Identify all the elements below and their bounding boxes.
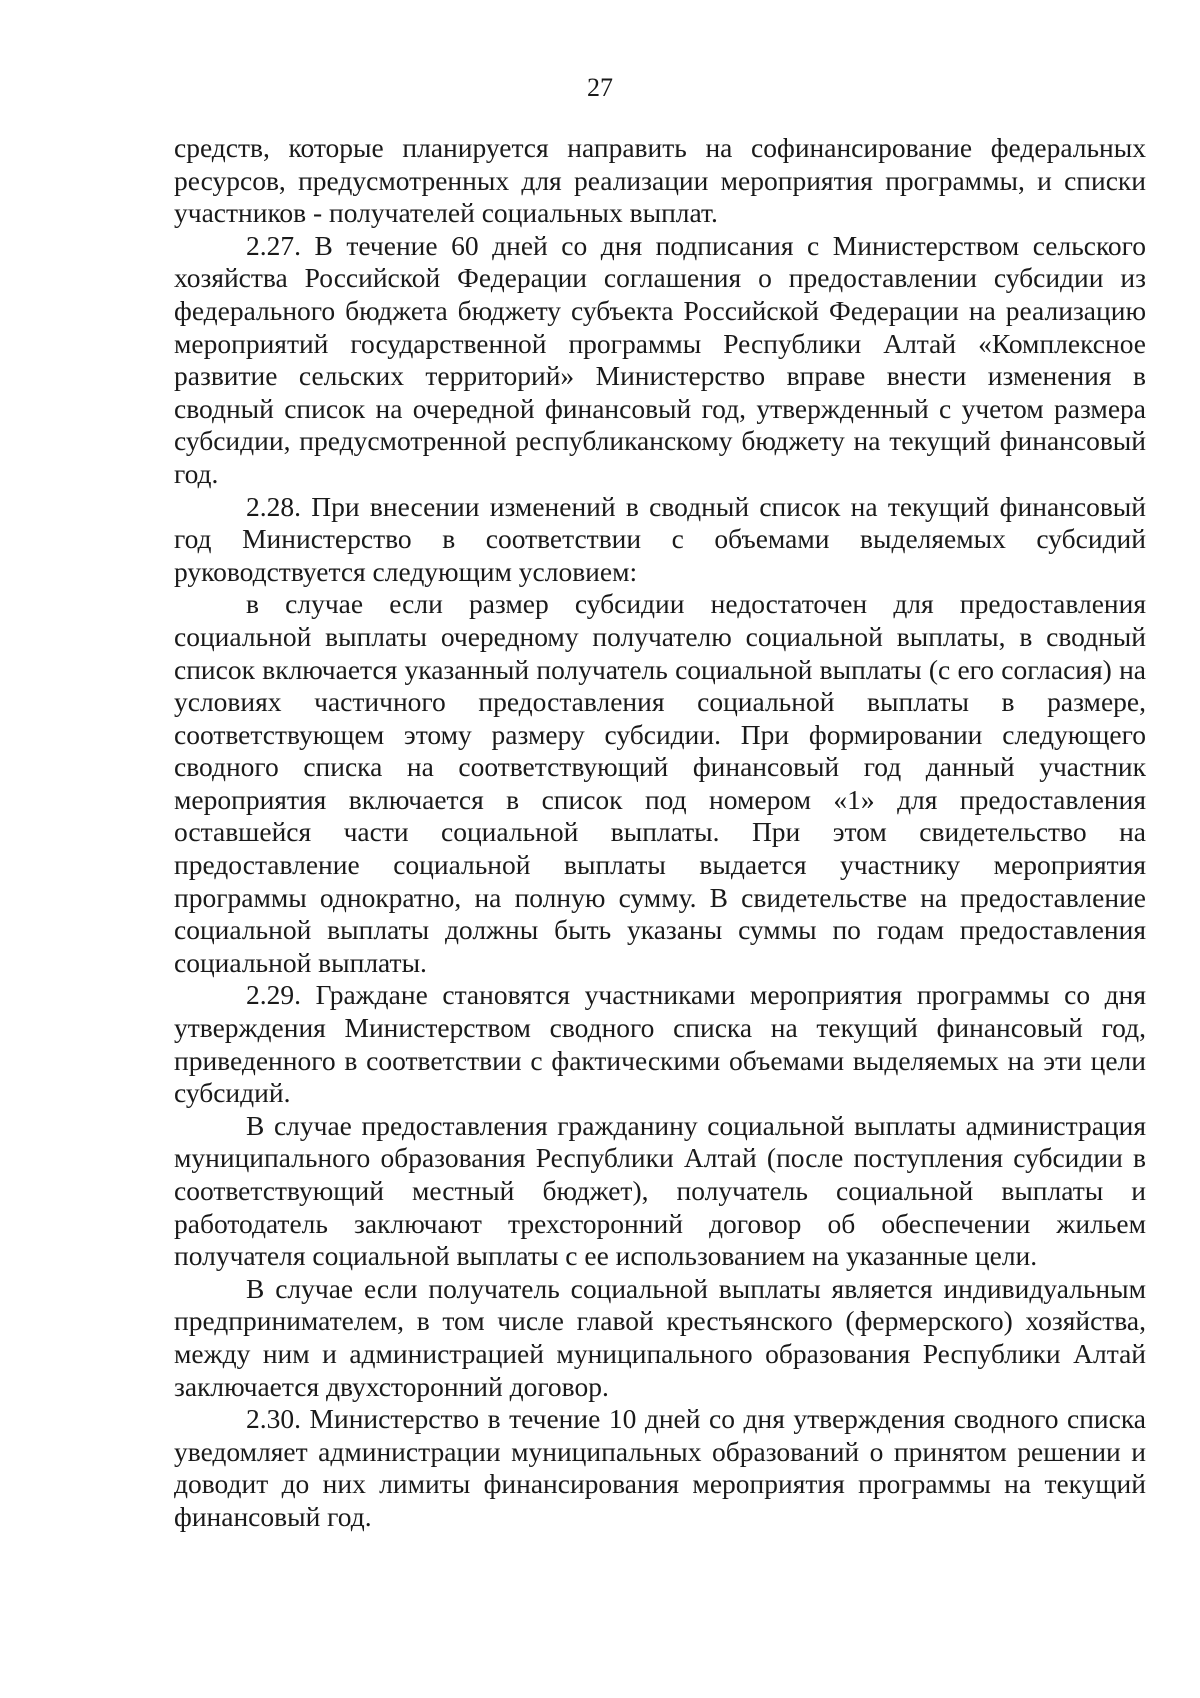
page-number: 27 [587,73,613,102]
paragraph-2-28-condition: в случае если размер субсидии недостаточен для предоставления социальной выплаты очередному получателю социальной выплаты, в сводный список включается указанный получатель социальной выплаты (с его согласия) на условиях частичного предоставления социальной выплаты в размере, соответствующем этому размеру субсидии. При формировании следующего сводного списка на соответствующий финансовый год данный участник мероприятия включается в список под номером «1» для предоставления оставшейся части социальной выплаты. При этом свидетельство на предоставление социальной выплаты выдается участнику мероприятия программы однократно, на полную сумму. В свидетельстве на предоставление социальной выплаты должны быть указаны суммы по годам предоставления социальной выплаты. [174,588,1146,978]
paragraph-2-27: 2.27. В течение 60 дней со дня подписания с Министерством сельского хозяйства Российской Федерации соглашения о предоставлении субсидии из федерального бюджета бюджету субъекта Российской Федерации на реализацию мероприятий государственной программы Республики Алтай «Комплексное развитие сельских территорий» Министерство вправе внести изменения в сводный список на очередной финансовый год, утвержденный с учетом размера субсидии, предусмотренной республиканскому бюджету на текущий финансовый год. [174,229,1146,489]
paragraph-2-28: 2.28. При внесении изменений в сводный список на текущий финансовый год Министерство в соответствии с объемами выделяемых субсидий руководствуется следующим условием: [174,490,1146,587]
paragraph-2-30: 2.30. Министерство в течение 10 дней со дня утверждения сводного списка уведомляет администрации муниципальных образований о принятом решении и доводит до них лимиты финансирования мероприятия программы на текущий финансовый год. [174,1403,1146,1532]
paragraph-2-29-tripartite: В случае предоставления гражданину социальной выплаты администрация муниципального образования Республики Алтай (после поступления субсидии в соответствующий местный бюджет), получатель социальной выплаты и работодатель заключают трехсторонний договор об обеспечении жильем получателя социальной выплаты с ее использованием на указанные цели. [174,1109,1146,1272]
paragraph-2-29-bilateral: В случае если получатель социальной выплаты является индивидуальным предпринимателем, в том числе главой крестьянского (фермерского) хозяйства, между ним и администрацией муниципального образования Республики Алтай заключается двухсторонний договор. [174,1272,1146,1402]
paragraph-2-29: 2.29. Граждане становятся участниками мероприятия программы со дня утверждения Министерством сводного списка на текущий финансовый год, приведенного в соответствии с фактическими объемами выделяемых на эти цели субсидий. [174,979,1146,1109]
paragraph-continuation: средств, которые планируется направить на софинансирование федеральных ресурсов, предусмотренных для реализации мероприятия программы, и списки участников - получателей социальных выплат. [174,132,1146,229]
document-body [174,132,1146,1534]
